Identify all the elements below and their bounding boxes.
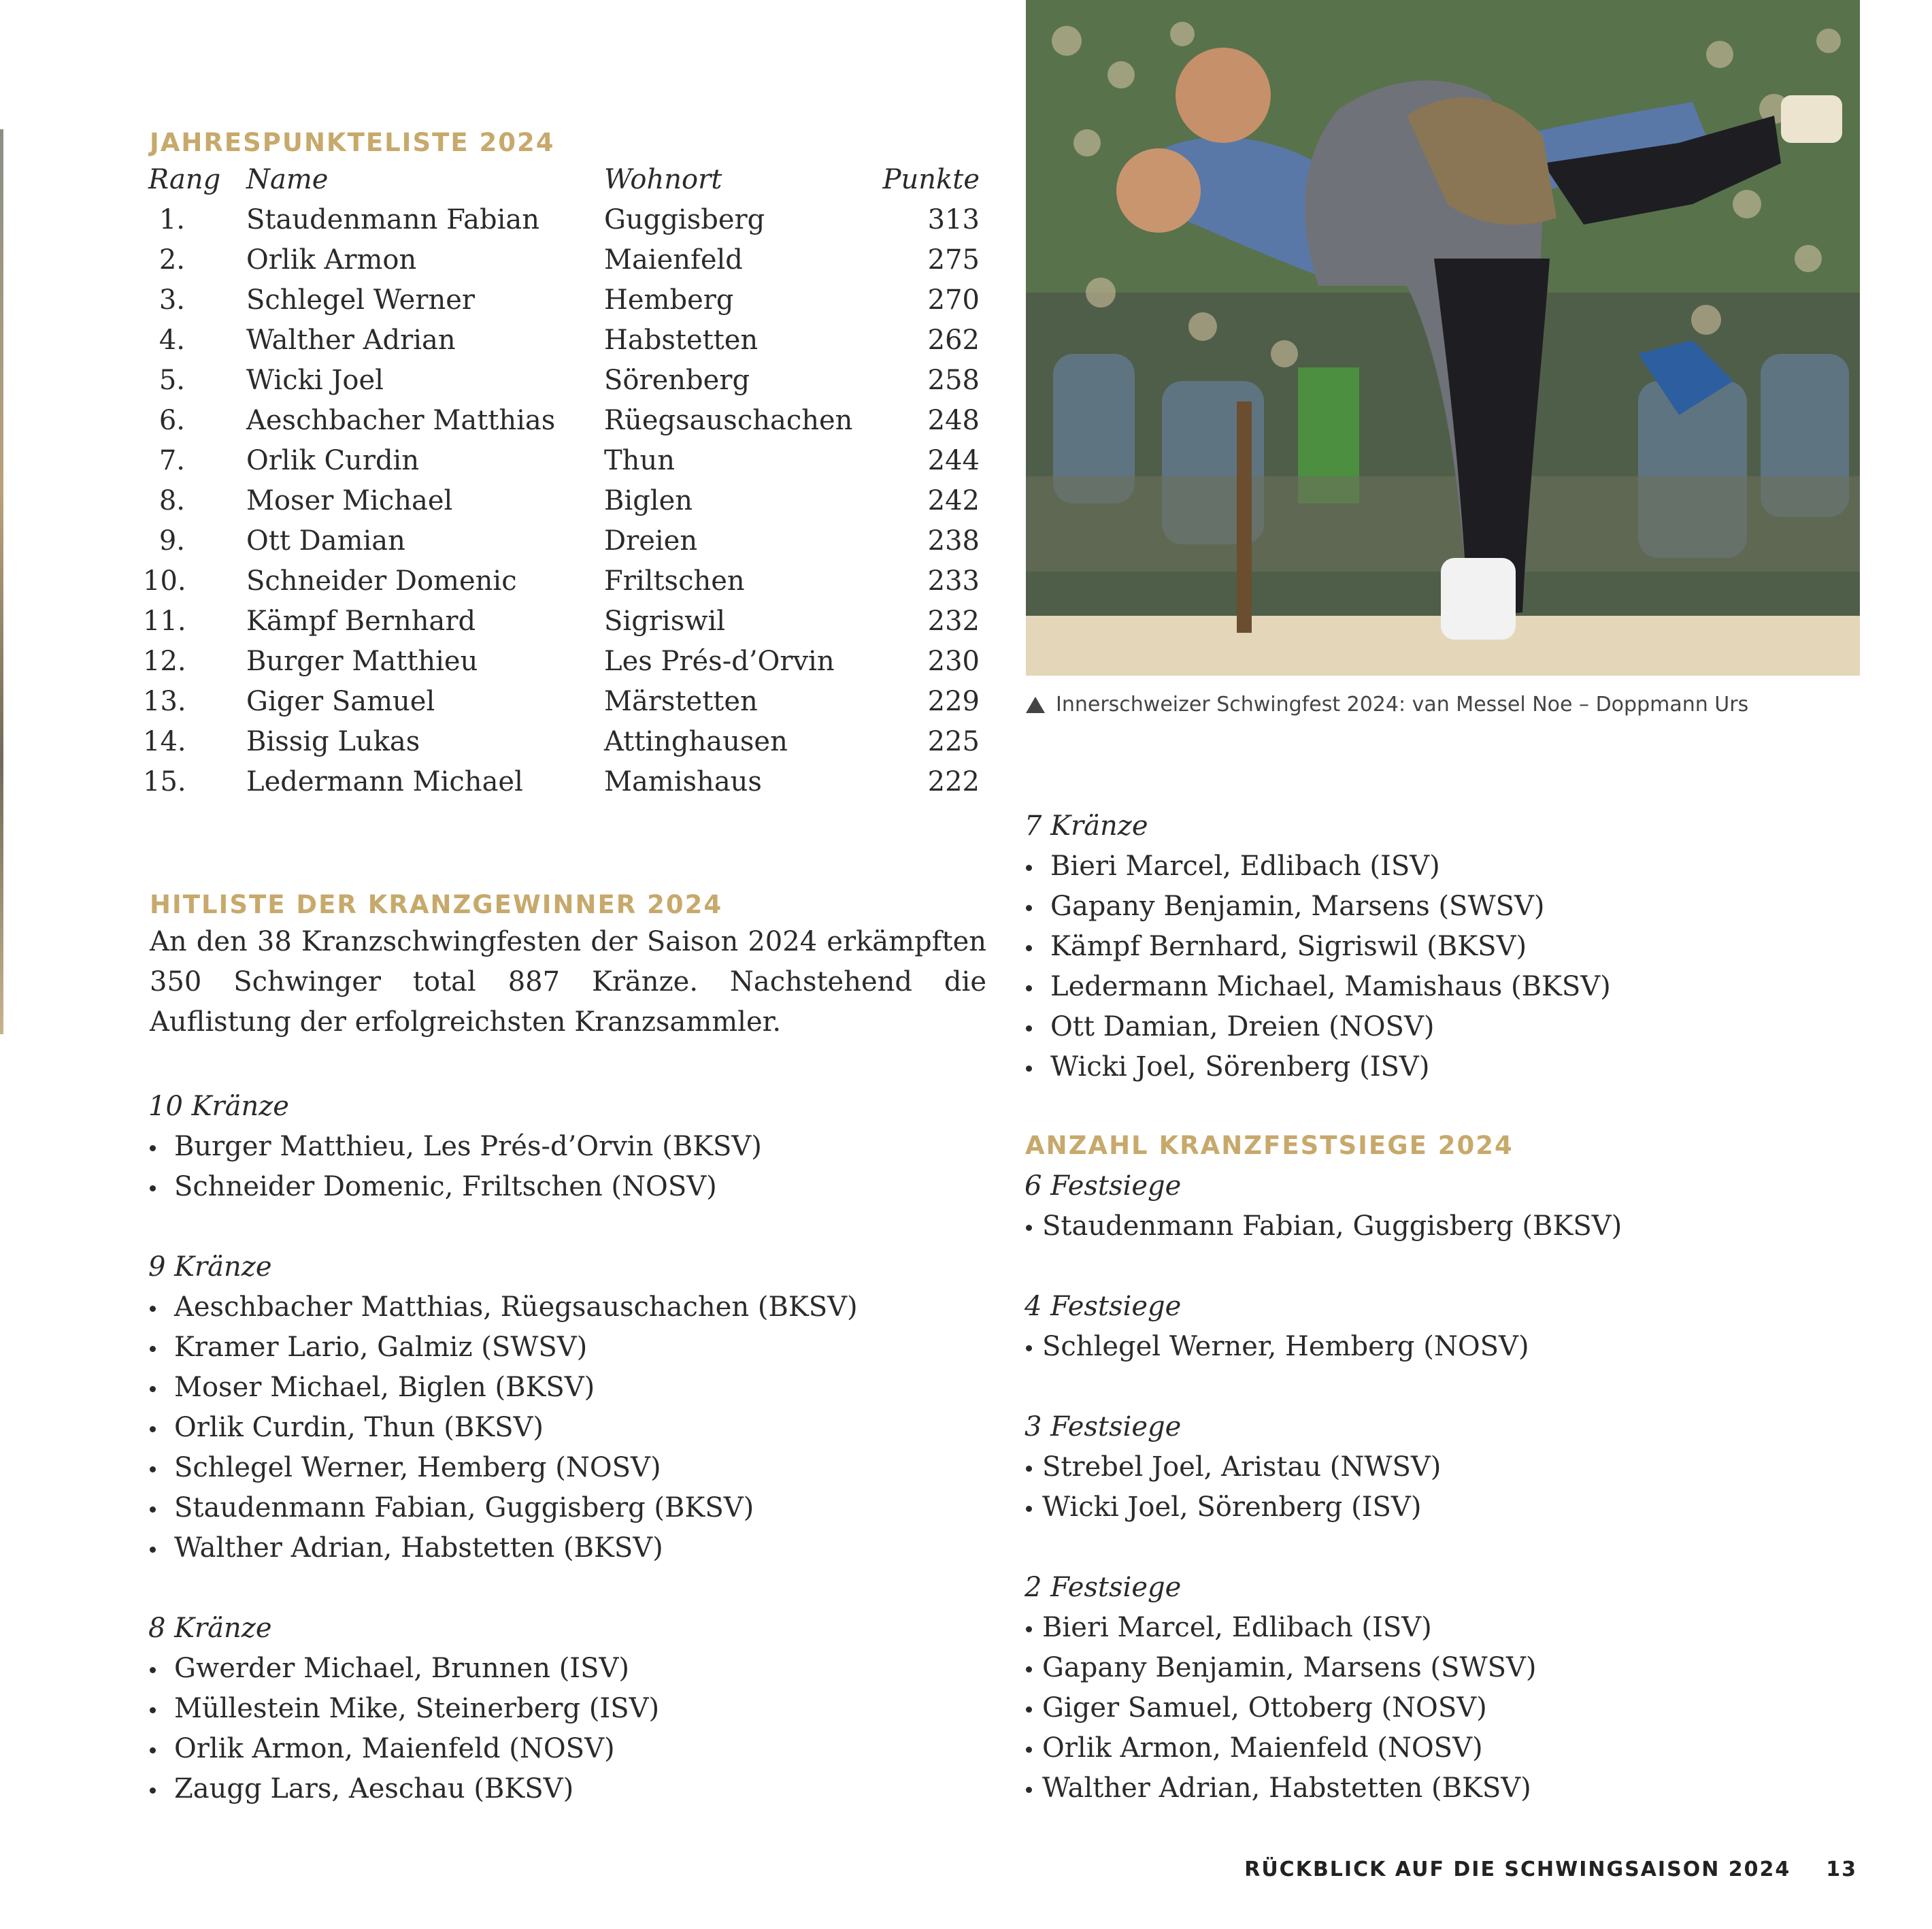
rank-cell: 8. bbox=[159, 485, 185, 516]
adjacent-page-image-edge bbox=[0, 129, 3, 1034]
punkte-cell: 230 bbox=[927, 646, 980, 677]
rank-cell: 7. bbox=[159, 445, 185, 476]
festsiege-group-4 bbox=[1025, 1287, 1529, 1367]
rankings-heading: JAHRESPUNKTELISTE 2024 bbox=[150, 128, 555, 157]
photo-caption bbox=[1026, 693, 1748, 716]
list-item: Ledermann Michael, Mamishaus (BKSV) bbox=[1025, 967, 1611, 1007]
name-cell: Ledermann Michael bbox=[246, 766, 523, 797]
ranking-row bbox=[143, 521, 980, 561]
name-cell: Orlik Curdin bbox=[246, 445, 420, 476]
list-item: Staudenmann Fabian, Guggisberg (BKSV) bbox=[148, 1488, 858, 1528]
list-item: Orlik Armon, Maienfeld (NOSV) bbox=[1025, 1728, 1536, 1768]
ranking-row bbox=[143, 601, 980, 642]
ranking-row bbox=[143, 361, 980, 401]
group-label: 2 Festsiege bbox=[1025, 1572, 1182, 1603]
wohnort-cell: Märstetten bbox=[604, 686, 758, 717]
ranking-row bbox=[143, 441, 980, 481]
ranking-row bbox=[143, 682, 980, 722]
wohnort-cell: Rüegsauschachen bbox=[604, 405, 853, 436]
punkte-cell: 229 bbox=[927, 686, 980, 717]
list-item: Kramer Lario, Galmiz (SWSV) bbox=[148, 1328, 858, 1368]
rank-cell: 12. bbox=[143, 646, 186, 677]
rank-cell: 2. bbox=[159, 244, 185, 276]
kranz-group-8 bbox=[148, 1609, 659, 1809]
wohnort-cell: Friltschen bbox=[604, 565, 745, 597]
rank-cell: 14. bbox=[143, 726, 186, 757]
punkte-cell: 262 bbox=[927, 325, 980, 356]
punkte-cell: 275 bbox=[927, 244, 980, 276]
name-cell: Wicki Joel bbox=[246, 365, 384, 396]
punkte-cell: 248 bbox=[927, 405, 980, 436]
list-item: Burger Matthieu, Les Prés-d’Orvin (BKSV) bbox=[148, 1127, 762, 1167]
group-label: 9 Kränze bbox=[148, 1251, 272, 1283]
wrestling-photo bbox=[1026, 0, 1860, 676]
list-item: Gapany Benjamin, Marsens (SWSV) bbox=[1025, 887, 1611, 927]
kranz-group-9 bbox=[148, 1247, 858, 1568]
list-item: Schlegel Werner, Hemberg (NOSV) bbox=[1025, 1327, 1529, 1367]
list-item: Strebel Joel, Aristau (NWSV) bbox=[1025, 1447, 1441, 1487]
bullet-list bbox=[1025, 846, 1611, 1087]
kranz-group-7 bbox=[1025, 806, 1611, 1087]
name-cell: Schlegel Werner bbox=[246, 284, 476, 316]
list-item: Gwerder Michael, Brunnen (ISV) bbox=[148, 1649, 659, 1689]
list-item: Walther Adrian, Habstetten (BKSV) bbox=[1025, 1768, 1536, 1809]
rank-cell: 13. bbox=[143, 686, 186, 717]
wohnort-cell: Les Prés-d’Orvin bbox=[604, 646, 835, 677]
list-item: Schneider Domenic, Friltschen (NOSV) bbox=[148, 1167, 762, 1207]
name-cell: Bissig Lukas bbox=[246, 726, 420, 757]
list-item: Bieri Marcel, Edlibach (ISV) bbox=[1025, 846, 1611, 887]
list-item: Wicki Joel, Sörenberg (ISV) bbox=[1025, 1487, 1441, 1528]
kranz-heading: HITLISTE DER KRANZGEWINNER 2024 bbox=[150, 890, 723, 919]
bullet-list bbox=[1025, 1327, 1529, 1367]
punkte-cell: 222 bbox=[927, 766, 980, 797]
ranking-row bbox=[143, 200, 980, 240]
ranking-row bbox=[143, 320, 980, 361]
wohnort-cell: Biglen bbox=[604, 485, 693, 516]
festsiege-heading: ANZAHL KRANZFESTSIEGE 2024 bbox=[1025, 1131, 1514, 1160]
name-cell: Aeschbacher Matthias bbox=[246, 405, 556, 436]
wohnort-cell: Dreien bbox=[604, 525, 698, 557]
name-cell: Moser Michael bbox=[246, 485, 453, 516]
rank-cell: 11. bbox=[143, 606, 186, 637]
group-label: 8 Kränze bbox=[148, 1613, 272, 1644]
bullet-list bbox=[1025, 1206, 1622, 1247]
group-label: 3 Festsiege bbox=[1025, 1411, 1182, 1442]
name-cell: Burger Matthieu bbox=[246, 646, 478, 677]
punkte-cell: 225 bbox=[927, 726, 980, 757]
list-item: Müllestein Mike, Steinerberg (ISV) bbox=[148, 1689, 659, 1729]
rank-cell: 15. bbox=[143, 766, 186, 797]
punkte-cell: 270 bbox=[927, 284, 980, 316]
col-name-header: Name bbox=[246, 164, 329, 195]
bullet-list bbox=[1025, 1447, 1441, 1528]
list-item: Kämpf Bernhard, Sigriswil (BKSV) bbox=[1025, 927, 1611, 967]
rank-cell: 6. bbox=[159, 405, 185, 436]
group-label: 10 Kränze bbox=[148, 1091, 289, 1122]
punkte-cell: 313 bbox=[927, 204, 980, 235]
list-item: Staudenmann Fabian, Guggisberg (BKSV) bbox=[1025, 1206, 1622, 1247]
name-cell: Orlik Armon bbox=[246, 244, 417, 276]
rank-cell: 5. bbox=[159, 365, 185, 396]
punkte-cell: 242 bbox=[927, 485, 980, 516]
rankings-table bbox=[143, 160, 980, 802]
name-cell: Ott Damian bbox=[246, 525, 405, 557]
caption-text: Innerschweizer Schwingfest 2024: van Messel Noe – Doppmann Urs bbox=[1056, 693, 1749, 716]
list-item: Aeschbacher Matthias, Rüegsauschachen (BKSV) bbox=[148, 1287, 858, 1328]
ranking-row bbox=[143, 722, 980, 762]
punkte-cell: 238 bbox=[927, 525, 980, 557]
kranz-intro: An den 38 Kranzschwingfesten der Saison 2024 erkämpften 350 Schwinger total 887 Kränze. Nachstehend die Auflistung der erfolgreichsten Kranzsammler. bbox=[150, 926, 986, 1038]
list-item: Schlegel Werner, Hemberg (NOSV) bbox=[148, 1448, 858, 1488]
ranking-row bbox=[143, 561, 980, 601]
wohnort-cell: Maienfeld bbox=[604, 244, 743, 276]
ranking-row bbox=[143, 481, 980, 521]
bullet-list bbox=[148, 1127, 762, 1207]
ranking-row bbox=[143, 401, 980, 441]
wohnort-cell: Habstetten bbox=[604, 325, 759, 356]
wohnort-cell: Mamishaus bbox=[604, 766, 762, 797]
col-rang-header: Rang bbox=[148, 164, 221, 195]
list-item: Bieri Marcel, Edlibach (ISV) bbox=[1025, 1608, 1536, 1648]
wohnort-cell: Sigriswil bbox=[604, 606, 726, 637]
list-item: Orlik Armon, Maienfeld (NOSV) bbox=[148, 1729, 659, 1769]
list-item: Orlik Curdin, Thun (BKSV) bbox=[148, 1408, 858, 1448]
list-item: Wicki Joel, Sörenberg (ISV) bbox=[1025, 1047, 1611, 1087]
wohnort-cell: Attinghausen bbox=[604, 726, 788, 757]
ranking-row bbox=[143, 642, 980, 682]
bullet-list bbox=[148, 1287, 858, 1568]
festsiege-group-2 bbox=[1025, 1568, 1536, 1809]
kranz-group-10 bbox=[148, 1087, 762, 1207]
festsiege-group-6 bbox=[1025, 1166, 1622, 1247]
name-cell: Schneider Domenic bbox=[246, 565, 517, 597]
rank-cell: 9. bbox=[159, 525, 185, 557]
ranking-row bbox=[143, 762, 980, 802]
page-footer bbox=[1244, 1858, 1857, 1881]
name-cell: Staudenmann Fabian bbox=[246, 204, 540, 235]
festsiege-group-3 bbox=[1025, 1407, 1441, 1528]
list-item: Gapany Benjamin, Marsens (SWSV) bbox=[1025, 1648, 1536, 1688]
page-number: 13 bbox=[1826, 1858, 1857, 1881]
name-cell: Giger Samuel bbox=[246, 686, 435, 717]
punkte-cell: 258 bbox=[927, 365, 980, 396]
ranking-row bbox=[143, 240, 980, 280]
wohnort-cell: Sörenberg bbox=[604, 365, 750, 396]
col-wohnort-header: Wohnort bbox=[604, 164, 722, 195]
footer-section-title: RÜCKBLICK AUF DIE SCHWINGSAISON 2024 bbox=[1244, 1858, 1791, 1881]
list-item: Zaugg Lars, Aeschau (BKSV) bbox=[148, 1769, 659, 1809]
col-punkte-header: Punkte bbox=[882, 164, 980, 195]
rank-cell: 4. bbox=[159, 325, 185, 356]
list-item: Giger Samuel, Ottoberg (NOSV) bbox=[1025, 1688, 1536, 1728]
rank-cell: 10. bbox=[143, 565, 186, 597]
punkte-cell: 244 bbox=[927, 445, 980, 476]
list-item: Walther Adrian, Habstetten (BKSV) bbox=[148, 1528, 858, 1568]
group-label: 6 Festsiege bbox=[1025, 1170, 1182, 1202]
bullet-list bbox=[1025, 1608, 1536, 1809]
rankings-header-row bbox=[143, 160, 980, 200]
name-cell: Walther Adrian bbox=[246, 325, 456, 356]
wohnort-cell: Guggisberg bbox=[604, 204, 765, 235]
ranking-row bbox=[143, 280, 980, 320]
list-item: Ott Damian, Dreien (NOSV) bbox=[1025, 1007, 1611, 1047]
punkte-cell: 233 bbox=[927, 565, 980, 597]
group-label: 7 Kränze bbox=[1025, 810, 1148, 842]
name-cell: Kämpf Bernhard bbox=[246, 606, 476, 637]
wohnort-cell: Thun bbox=[604, 445, 675, 476]
triangle-up-icon bbox=[1026, 697, 1045, 713]
punkte-cell: 232 bbox=[927, 606, 980, 637]
bullet-list bbox=[148, 1649, 659, 1809]
group-label: 4 Festsiege bbox=[1025, 1291, 1182, 1322]
list-item: Moser Michael, Biglen (BKSV) bbox=[148, 1368, 858, 1408]
rank-cell: 3. bbox=[159, 284, 185, 316]
rank-cell: 1. bbox=[159, 204, 185, 235]
wohnort-cell: Hemberg bbox=[604, 284, 734, 316]
